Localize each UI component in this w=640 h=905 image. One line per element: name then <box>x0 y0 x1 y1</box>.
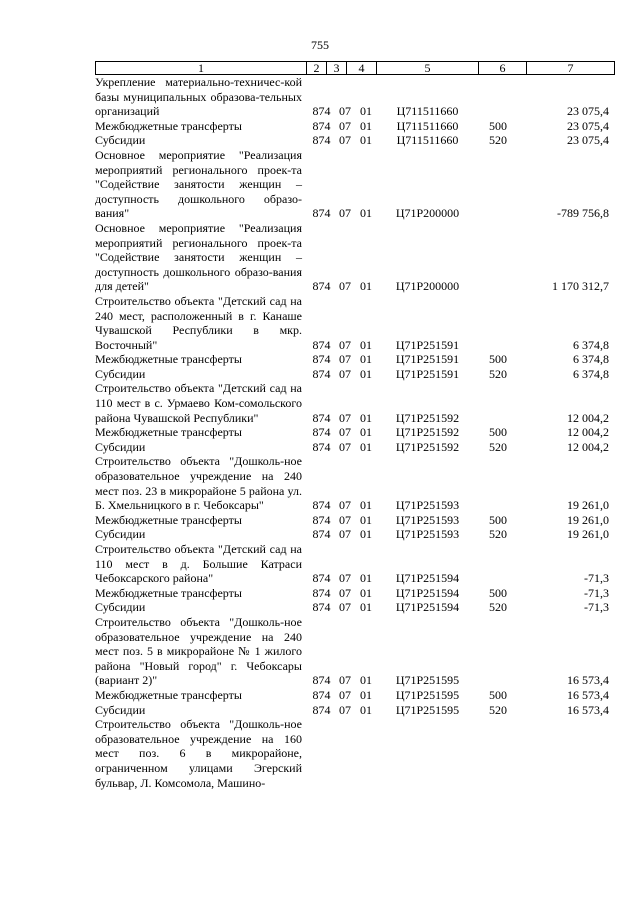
row-cell-c4: 01 <box>360 366 372 381</box>
row-cell-c3: 07 <box>339 585 351 600</box>
header-col-5: 5 <box>376 62 478 74</box>
row-cell-c2: 874 <box>312 425 331 440</box>
row-cell-c5: Ц71P200000 <box>395 279 460 294</box>
row-cell-c3: 07 <box>339 118 351 133</box>
row-cell-c3: 07 <box>339 366 351 381</box>
row-cell-c5: Ц71P251592 <box>395 410 460 425</box>
row-cell-c4: 01 <box>360 498 372 513</box>
row-cell-c6: 500 <box>489 425 507 440</box>
row-cell-c4: 01 <box>360 702 372 717</box>
row-cell-c7: 23 075,4 <box>567 104 609 119</box>
row-cell-c2: 874 <box>312 585 331 600</box>
table-row <box>95 381 615 425</box>
row-cell-c5: Ц71P251591 <box>395 352 460 367</box>
row-cell-c3: 07 <box>339 673 351 688</box>
row-cell-c5: Ц71P251591 <box>395 366 460 381</box>
row-cell-c2: 874 <box>312 337 331 352</box>
table-row <box>95 425 615 440</box>
row-cell-c7: 12 004,2 <box>567 425 609 440</box>
row-cell-c3: 07 <box>339 512 351 527</box>
row-cell-c2: 874 <box>312 104 331 119</box>
row-cell-c2: 874 <box>312 673 331 688</box>
row-cell-c7: -71,3 <box>584 600 609 615</box>
row-cell-c2: 874 <box>312 366 331 381</box>
row-name: Субсидии <box>95 702 146 717</box>
row-cell-c5: Ц71P251595 <box>395 702 460 717</box>
row-cell-c6: 520 <box>489 702 507 717</box>
row-cell-c3: 07 <box>339 498 351 513</box>
row-cell-c4: 01 <box>360 571 372 586</box>
row-cell-c6: 520 <box>489 527 507 542</box>
row-cell-c7: 23 075,4 <box>567 133 609 148</box>
row-cell-c6: 500 <box>489 352 507 367</box>
row-name: Основное мероприятие "Реализация мероприятий регионального проек-та "Содействие занятости женщин – доступность дошкольного образо-вания" <box>95 147 302 221</box>
row-cell-c2: 874 <box>312 498 331 513</box>
row-cell-c5: Ц711511660 <box>396 104 459 119</box>
table-row <box>95 688 615 703</box>
row-cell-c3: 07 <box>339 337 351 352</box>
row-cell-c4: 01 <box>360 279 372 294</box>
row-name: Субсидии <box>95 527 146 542</box>
row-name: Строительство объекта "Дошколь-ное образовательное учреждение на 240 мест поз. 23 в микрорайоне 5 района ул. Б. Хмельницкого в г. Чебоксары" <box>95 454 302 513</box>
row-cell-c4: 01 <box>360 410 372 425</box>
row-cell-c3: 07 <box>339 410 351 425</box>
table-row <box>95 133 615 148</box>
row-cell-c6: 500 <box>489 687 507 702</box>
row-cell-c2: 874 <box>312 118 331 133</box>
row-cell-c2: 874 <box>312 600 331 615</box>
row-cell-c6: 500 <box>489 512 507 527</box>
row-cell-c3: 07 <box>339 439 351 454</box>
row-cell-c7: 19 261,0 <box>567 527 609 542</box>
row-cell-c6: 520 <box>489 439 507 454</box>
row-cell-c4: 01 <box>360 206 372 221</box>
table-header <box>95 61 615 75</box>
table-row <box>95 586 615 601</box>
row-cell-c2: 874 <box>312 571 331 586</box>
table-row <box>95 148 615 221</box>
row-name: Межбюджетные трансферты <box>95 585 242 600</box>
row-cell-c4: 01 <box>360 133 372 148</box>
row-name: Строительство объекта "Детский сад на 110 мест в с. Урмаево Ком-сомольского района Чувашской Республики" <box>95 381 302 425</box>
header-col-6: 6 <box>478 62 526 74</box>
page-number: 755 <box>311 38 329 52</box>
row-cell-c6: 500 <box>489 118 507 133</box>
row-cell-c5: Ц71P251594 <box>395 585 460 600</box>
row-cell-c5: Ц71P251592 <box>395 425 460 440</box>
row-cell-c4: 01 <box>360 425 372 440</box>
header-col-2: 2 <box>306 62 326 74</box>
row-cell-c7: 16 573,4 <box>567 702 609 717</box>
row-name: Основное мероприятие "Реализация мероприятий регионального проек-та "Содействие занятости женщин – доступность дошкольного образо-вания для детей" <box>95 220 302 294</box>
row-cell-c3: 07 <box>339 352 351 367</box>
table-row <box>95 542 615 586</box>
row-cell-c4: 01 <box>360 439 372 454</box>
row-cell-c4: 01 <box>360 337 372 352</box>
table-row <box>95 454 615 512</box>
table-row <box>95 294 615 352</box>
row-cell-c3: 07 <box>339 600 351 615</box>
row-cell-c5: Ц71P251594 <box>395 571 460 586</box>
header-col-4: 4 <box>346 62 376 74</box>
row-name: Межбюджетные трансферты <box>95 512 242 527</box>
row-cell-c2: 874 <box>312 687 331 702</box>
row-cell-c2: 874 <box>312 702 331 717</box>
row-cell-c4: 01 <box>360 673 372 688</box>
row-cell-c7: 12 004,2 <box>567 439 609 454</box>
row-cell-c2: 874 <box>312 410 331 425</box>
row-name: Строительство объекта "Детский сад на 240 мест, расположенный в г. Канаше Чувашской Республики в мкр. Восточный" <box>95 293 302 352</box>
row-name: Строительство объекта "Детский сад на 110 мест в д. Большие Катраси Чебоксарского района" <box>95 542 302 586</box>
row-cell-c5: Ц71P251594 <box>395 600 460 615</box>
row-cell-c5: Ц71P251591 <box>395 337 460 352</box>
table-row <box>95 221 615 294</box>
row-cell-c4: 01 <box>360 585 372 600</box>
row-cell-c3: 07 <box>339 133 351 148</box>
row-cell-c5: Ц71P200000 <box>395 206 460 221</box>
row-cell-c7: 6 374,8 <box>573 352 609 367</box>
row-cell-c2: 874 <box>312 352 331 367</box>
row-cell-c7: 16 573,4 <box>567 687 609 702</box>
table-row <box>95 440 615 455</box>
row-cell-c2: 874 <box>312 279 331 294</box>
header-col-1: 1 <box>198 61 204 75</box>
row-cell-c3: 07 <box>339 279 351 294</box>
row-cell-c3: 07 <box>339 571 351 586</box>
row-cell-c5: Ц71P251595 <box>395 673 460 688</box>
row-cell-c4: 01 <box>360 104 372 119</box>
row-cell-c7: 6 374,8 <box>573 337 609 352</box>
table-row <box>95 717 615 790</box>
table-row <box>95 75 615 119</box>
row-cell-c6: 500 <box>489 585 507 600</box>
row-name: Строительство объекта "Дошколь-ное образовательное учреждение на 160 мест поз. 6 в микрорайоне, ограниченном улицами Эгерский бульвар, Л. Комсомола, Машино- <box>95 717 302 790</box>
row-cell-c7: -71,3 <box>584 585 609 600</box>
row-cell-c5: Ц71P251592 <box>395 439 460 454</box>
row-cell-c2: 874 <box>312 133 331 148</box>
row-cell-c3: 07 <box>339 702 351 717</box>
row-cell-c3: 07 <box>339 425 351 440</box>
row-cell-c6: 520 <box>489 366 507 381</box>
table-row <box>95 615 615 688</box>
row-cell-c3: 07 <box>339 104 351 119</box>
header-col-3: 3 <box>326 62 346 74</box>
header-col-7: 7 <box>526 62 614 74</box>
row-cell-c7: 12 004,2 <box>567 410 609 425</box>
budget-table <box>95 61 615 790</box>
row-cell-c5: Ц71P251593 <box>395 512 460 527</box>
row-name: Субсидии <box>95 366 146 381</box>
row-cell-c5: Ц711511660 <box>396 133 459 148</box>
row-name: Укрепление материально-техничес-кой базы муниципальных образова-тельных организаций <box>95 75 302 119</box>
row-name: Межбюджетные трансферты <box>95 425 242 440</box>
table-row <box>95 703 615 718</box>
table-body <box>95 75 615 790</box>
row-cell-c4: 01 <box>360 118 372 133</box>
table-row <box>95 367 615 382</box>
row-name: Субсидии <box>95 600 146 615</box>
row-name: Межбюджетные трансферты <box>95 118 242 133</box>
table-row <box>95 600 615 615</box>
row-cell-c4: 01 <box>360 527 372 542</box>
row-cell-c6: 520 <box>489 600 507 615</box>
row-cell-c5: Ц71P251595 <box>395 687 460 702</box>
row-cell-c4: 01 <box>360 600 372 615</box>
row-cell-c3: 07 <box>339 206 351 221</box>
row-cell-c4: 01 <box>360 352 372 367</box>
row-cell-c5: Ц71P251593 <box>395 498 460 513</box>
table-row <box>95 527 615 542</box>
row-cell-c7: 1 170 312,7 <box>552 279 609 294</box>
row-cell-c7: -789 756,8 <box>557 206 609 221</box>
row-cell-c4: 01 <box>360 687 372 702</box>
row-cell-c6: 520 <box>489 133 507 148</box>
table-row <box>95 352 615 367</box>
row-cell-c2: 874 <box>312 527 331 542</box>
row-cell-c7: 16 573,4 <box>567 673 609 688</box>
row-cell-c2: 874 <box>312 512 331 527</box>
row-cell-c2: 874 <box>312 439 331 454</box>
row-cell-c7: -71,3 <box>584 571 609 586</box>
row-name: Межбюджетные трансферты <box>95 352 242 367</box>
row-cell-c7: 6 374,8 <box>573 366 609 381</box>
table-row <box>95 119 615 134</box>
row-cell-c5: Ц711511660 <box>396 118 459 133</box>
row-cell-c2: 874 <box>312 206 331 221</box>
row-cell-c7: 19 261,0 <box>567 498 609 513</box>
row-cell-c4: 01 <box>360 512 372 527</box>
row-name: Межбюджетные трансферты <box>95 687 242 702</box>
row-cell-c3: 07 <box>339 687 351 702</box>
row-name: Субсидии <box>95 439 146 454</box>
row-cell-c3: 07 <box>339 527 351 542</box>
row-cell-c5: Ц71P251593 <box>395 527 460 542</box>
row-name: Строительство объекта "Дошколь-ное образовательное учреждение на 240 мест поз. 5 в микрорайоне № 1 жилого района "Новый город" г. Чебоксары (вариант 2)" <box>95 614 302 688</box>
row-name: Субсидии <box>95 133 146 148</box>
row-cell-c7: 23 075,4 <box>567 118 609 133</box>
row-cell-c7: 19 261,0 <box>567 512 609 527</box>
table-row <box>95 513 615 528</box>
